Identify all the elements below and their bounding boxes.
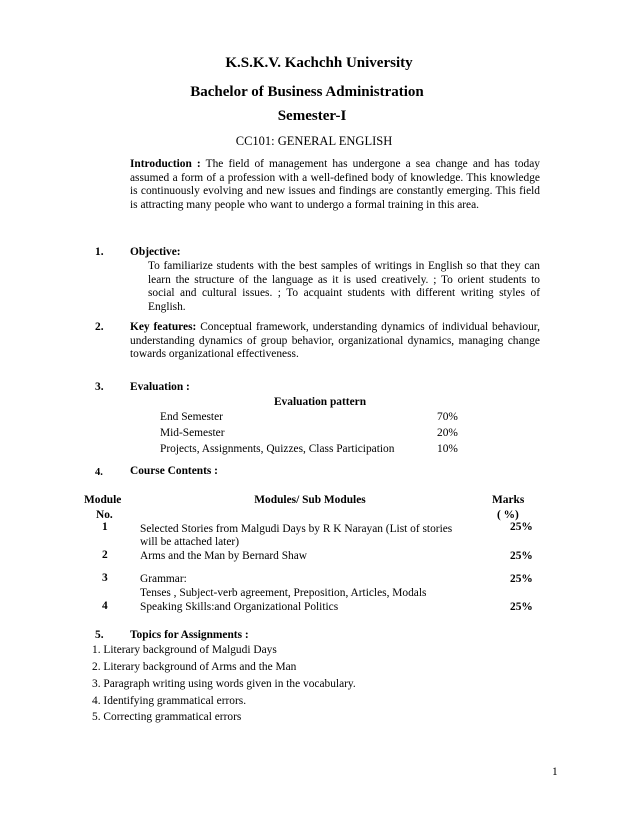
module-no: 2 <box>102 549 108 561</box>
assignments-label: Topics for Assignments : <box>130 629 249 641</box>
col-pct-header: ( %) <box>497 509 519 521</box>
module-text: Grammar: <box>140 573 187 585</box>
assignment-item <box>92 644 277 658</box>
program-title: Bachelor of Business Administration <box>190 84 424 100</box>
module-text: Selected Stories from Malgudi Days by R K Narayan (List of stories <box>140 523 453 535</box>
module-text: Tenses , Subject-verb agreement, Preposition, Articles, Modals <box>140 587 427 599</box>
key-features-text: Conceptual framework, understanding dynamics of individual behaviour, understanding dynamics of group behavior, organizational dynamics, managing change towards organizational effectiveness. <box>130 321 540 361</box>
course-contents-number: 4. <box>95 467 103 478</box>
module-text: will be attached later) <box>140 536 239 548</box>
module-no: 3 <box>102 572 108 584</box>
assignment-num: 5. <box>92 711 101 723</box>
introduction <box>130 158 540 212</box>
assignment-text: Identifying grammatical errors. <box>103 695 247 707</box>
assignment-num: 2. <box>92 661 101 673</box>
eval-item: Mid-Semester <box>160 427 225 439</box>
module-no: 4 <box>102 600 108 612</box>
assignment-text: Paragraph writing using words given in the vocabulary. <box>103 678 356 690</box>
key-features-number: 2. <box>95 321 104 333</box>
module-marks: 25% <box>510 550 533 562</box>
eval-value: 10% <box>437 443 458 455</box>
course-contents-label: Course Contents : <box>130 465 218 477</box>
objective-text: To familiarize students with the best samples of writings in English so that they can learn the structure of the language as it is used creatively. ; To orient students to social and cultural issues. ; To acquaint students with different writing styles of English. <box>148 260 540 313</box>
semester-title: Semester-I <box>277 108 347 124</box>
module-marks: 25% <box>510 521 533 533</box>
module-marks: 25% <box>510 573 533 585</box>
course-title: CC101: GENERAL ENGLISH <box>235 134 393 148</box>
module-marks: 25% <box>510 601 533 613</box>
key-features <box>130 321 540 362</box>
assignment-item <box>92 661 296 675</box>
page-number: 1 <box>552 766 558 778</box>
assignment-num: 4. <box>92 695 101 707</box>
assignment-item <box>92 695 246 709</box>
evaluation-pattern-title: Evaluation pattern <box>273 396 367 408</box>
module-text: Speaking Skills:and Organizational Politics <box>140 601 339 613</box>
module-no: 1 <box>102 521 108 533</box>
introduction-text: The field of management has undergone a sea change and has today assumed a form of a profession with a well-defined body of knowledge. This knowledge is continuously evolving and new issues and findings are constantly emerging. This field is attracting many people who want to undergo a formal training in this area. <box>130 158 540 211</box>
assignment-num: 1. <box>92 644 101 656</box>
assignment-text: Literary background of Arms and the Man <box>103 661 297 673</box>
eval-item: Projects, Assignments, Quizzes, Class Participation <box>160 443 395 455</box>
eval-item: End Semester <box>160 411 223 423</box>
evaluation-number: 3. <box>95 381 104 393</box>
col-marks-header: Marks <box>492 494 525 506</box>
key-features-label: Key features: <box>130 321 197 333</box>
col-no-header: No. <box>96 509 113 521</box>
assignment-item <box>92 711 241 725</box>
university-title: K.S.K.V. Kachchh University <box>225 55 413 71</box>
eval-value: 20% <box>437 427 458 439</box>
assignment-item <box>92 678 356 692</box>
assignment-text: Literary background of Malgudi Days <box>103 644 277 656</box>
module-text: Arms and the Man by Bernard Shaw <box>140 550 308 562</box>
objective-number: 1. <box>95 246 104 258</box>
eval-value: 70% <box>437 411 458 423</box>
introduction-label: Introduction : <box>130 158 201 170</box>
col-modules-header: Modules/ Sub Modules <box>254 494 366 506</box>
assignment-text: Correcting grammatical errors <box>103 711 242 723</box>
assignment-num: 3. <box>92 678 101 690</box>
assignments-number: 5. <box>95 629 104 641</box>
evaluation-label: Evaluation : <box>130 381 190 393</box>
col-module-header: Module <box>84 494 122 506</box>
objective-label: Objective: <box>130 246 181 258</box>
